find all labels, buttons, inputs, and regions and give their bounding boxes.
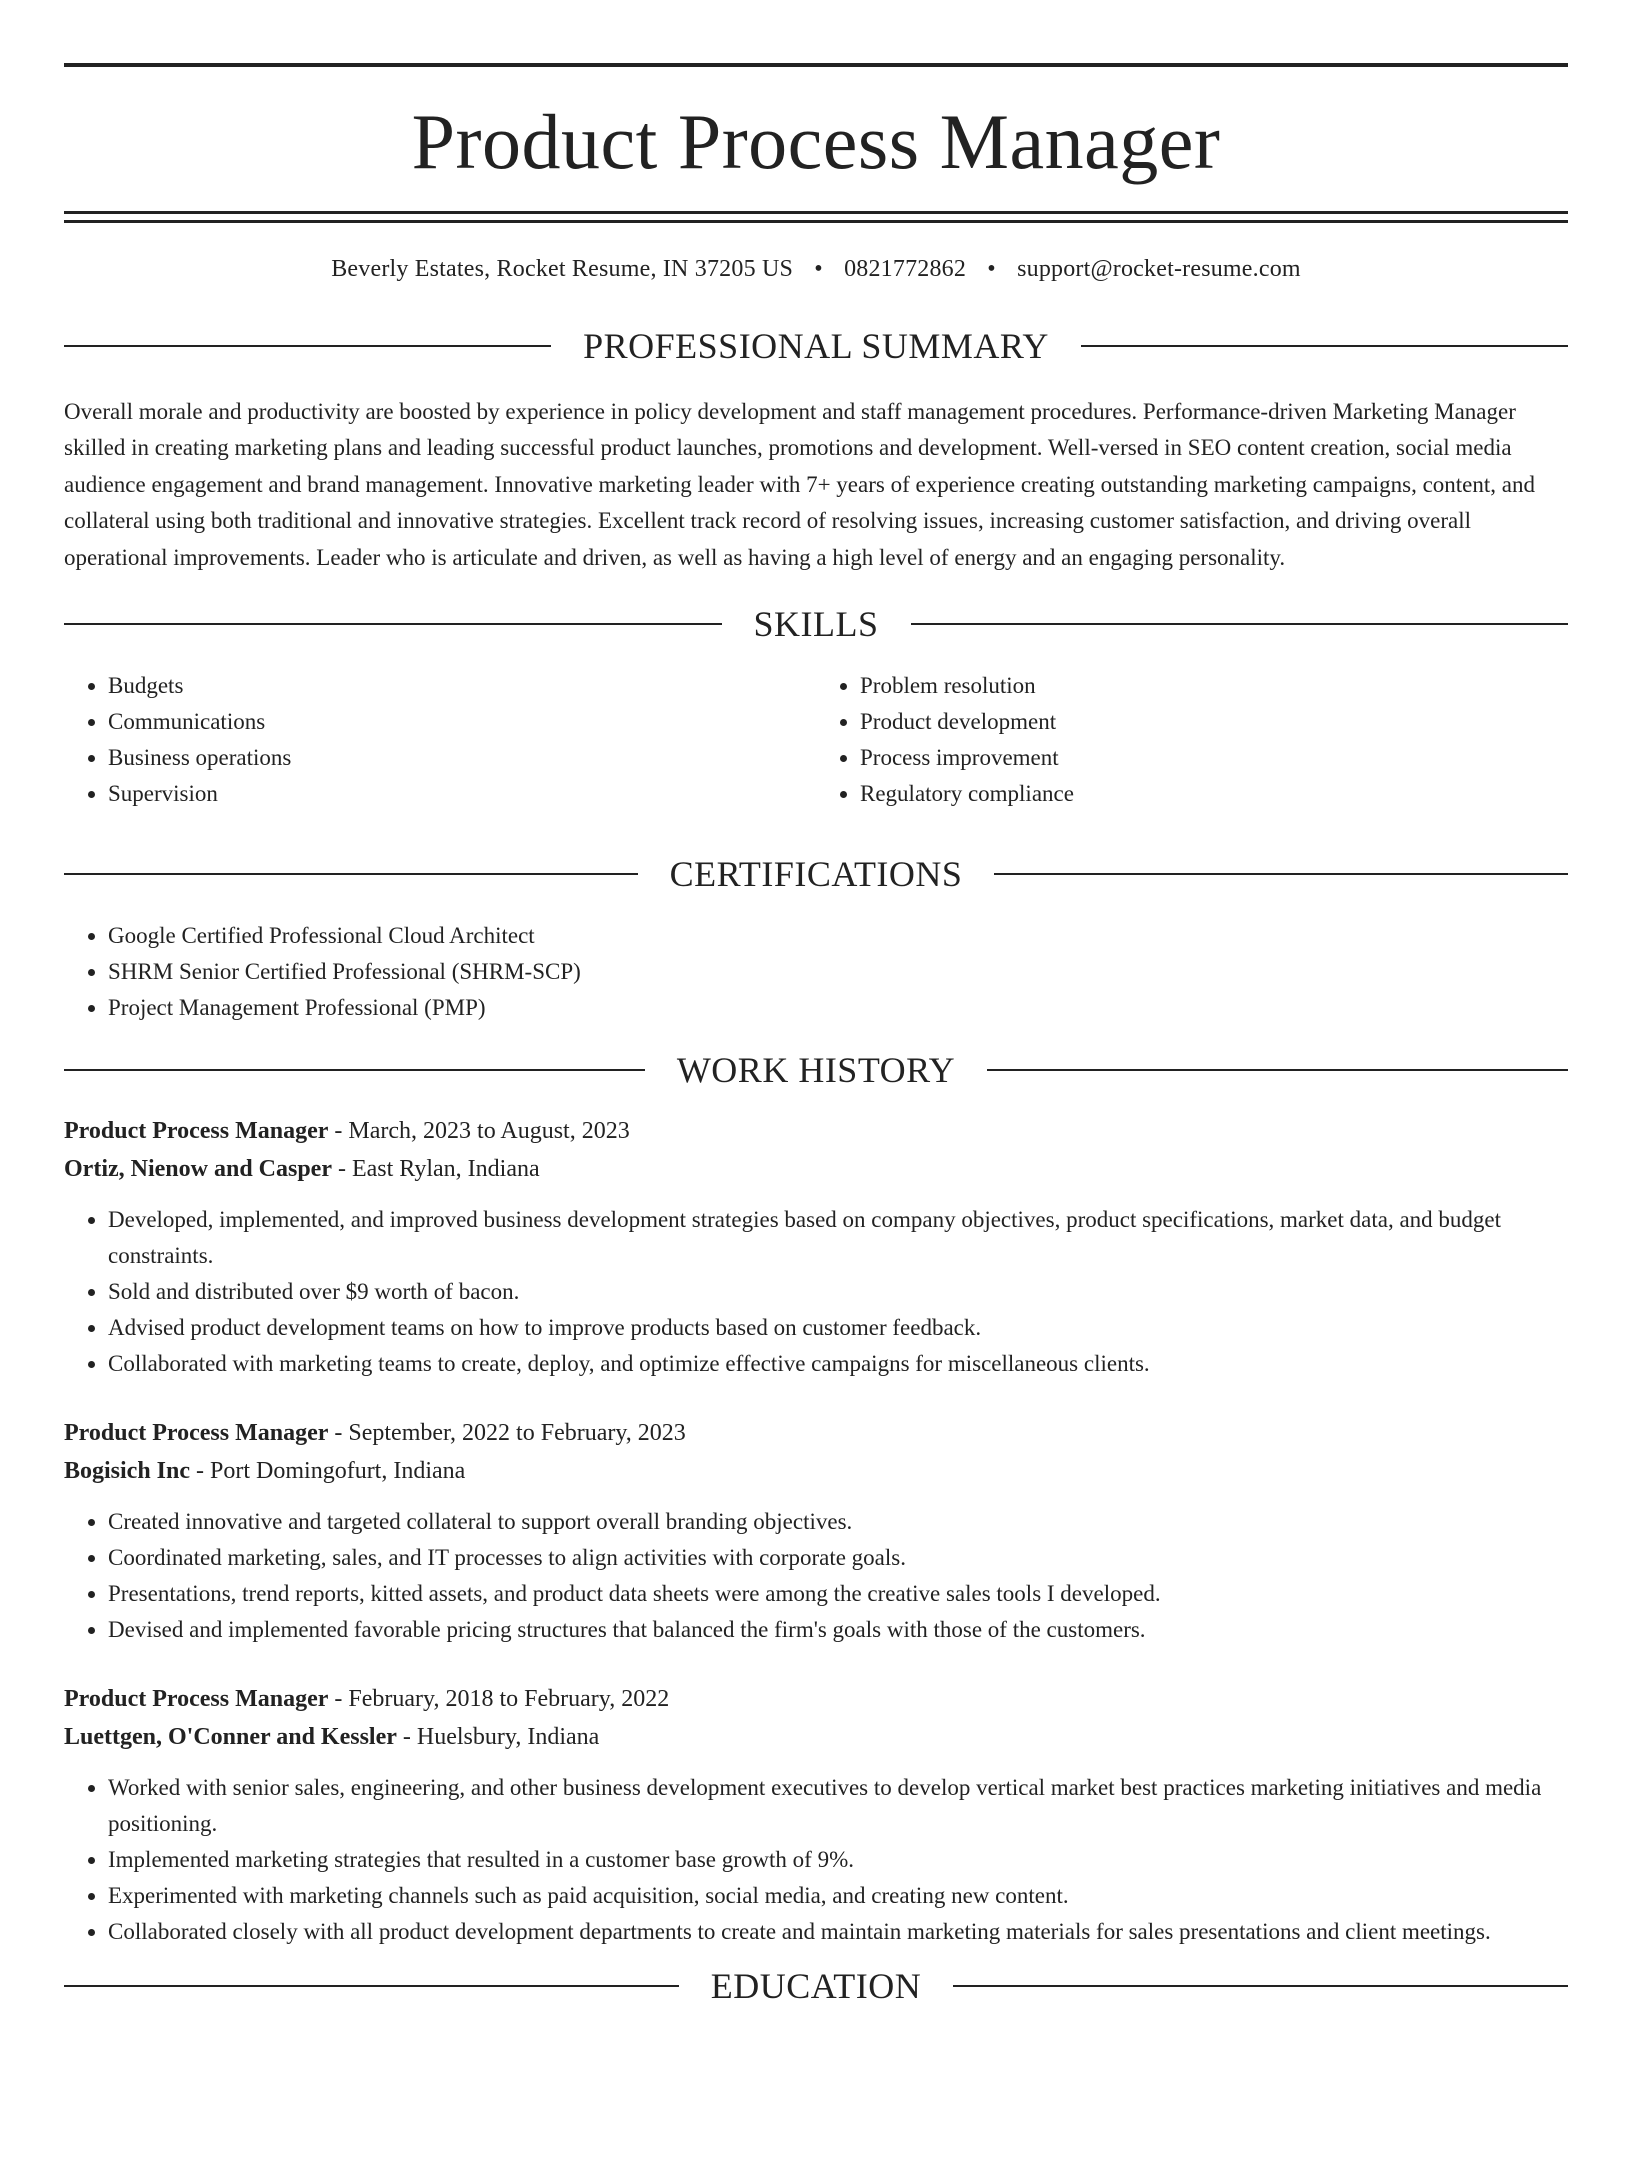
job-bullet: • Experimented with marketing channels such as paid acquisition, social media, and creating new content. [108,1878,1568,1914]
contact-info [64,255,1568,284]
job-bullets [64,1202,1568,1382]
section-title-certifications: CERTIFICATIONS [669,854,963,895]
section-title-skills: SKILLS [753,604,879,645]
job-bullet: • Devised and implemented favorable pricing structures that balanced the firm's goals with those of the customers. [108,1612,1568,1648]
contact-email: support@rocket-resume.com [1017,256,1301,282]
job-entry [64,1414,1568,1648]
job-bullet: • Sold and distributed over $9 worth of bacon. [108,1274,1568,1310]
job-title: Product Process Manager [64,1686,329,1713]
job-title: Product Process Manager [64,1118,329,1145]
job-bullet: • Presentations, trend reports, kitted assets, and product data sheets were among the creative sales tools I developed. [108,1576,1568,1612]
contact-address: Beverly Estates, Rocket Resume, IN 37205 US [331,256,794,282]
contact-phone: 0821772862 [844,256,967,282]
education-section-header [64,1966,1568,2007]
job-company: Bogisich Inc [64,1458,191,1485]
job-bullet: • Implemented marketing strategies that resulted in a customer base growth of 9%. [108,1842,1568,1878]
section-title-summary: PROFESSIONAL SUMMARY [583,325,1049,366]
job-bullet: • Collaborated closely with all product development departments to create and maintain marketing materials for sales presentations and client meetings. [108,1914,1568,1950]
summary-text: Overall morale and productivity are boosted by experience in policy development and staff management procedures. Performance-driven Marketing Manager skilled in creating marketing plans and leading successful product launches, promotions and development. Well-versed in SEO content creation, social media audience engagement and brand management. Innovative marketing leader with 7+ years of experience creating outstanding marketing campaigns, content, and collateral using both traditional and innovative strategies. Excellent track record of resolving issues, increasing customer satisfaction, and driving overall operational improvements. Leader who is articulate and driven, as well as having a high level of energy and an engaging personality. [64,398,1535,570]
double-rule [64,211,1568,223]
job-title-line [64,1112,1568,1150]
job-dates: - March, 2023 to August, 2023 [328,1118,630,1145]
job-dates: - September, 2022 to February, 2023 [328,1420,686,1447]
job-company-line [64,1452,1568,1490]
job-company: Luettgen, O'Conner and Kessler [64,1724,397,1751]
work-section-header [64,1050,1568,1091]
contact-separator: • [814,256,823,282]
divider-line [64,873,638,875]
job-bullet: • Developed, implemented, and improved business development strategies based on company objectives, product specifications, market data, and budget constraints. [108,1202,1568,1274]
divider-line [953,1985,1568,1987]
skill-item: • Budgets [108,668,816,704]
skill-item: • Supervision [108,776,816,812]
certifications-list [64,918,1568,1026]
job-location: - Port Domingofurt, Indiana [190,1458,466,1485]
divider-line [64,623,722,625]
job-entry [64,1112,1568,1382]
divider-line [64,345,551,347]
skills-section-header [64,604,1568,645]
skill-item: • Business operations [108,740,816,776]
divider-line [911,623,1569,625]
job-bullet: • Created innovative and targeted collateral to support overall branding objectives. [108,1504,1568,1540]
job-bullet: • Worked with senior sales, engineering, and other business development executives to develop vertical market best practices marketing initiatives and media positioning. [108,1770,1568,1842]
skills-list [64,668,1568,812]
certification-item: • SHRM Senior Certified Professional (SHRM-SCP) [108,954,1568,990]
job-company-line [64,1718,1568,1756]
divider-line [1081,345,1568,347]
job-bullet: • Advised product development teams on how to improve products based on customer feedback. [108,1310,1568,1346]
summary-section-header [64,325,1568,366]
job-company-line [64,1150,1568,1188]
skill-item: • Product development [860,704,1568,740]
job-title: Product Process Manager [64,1420,329,1447]
resume-name: Product Process Manager [411,98,1221,185]
job-location: - East Rylan, Indiana [331,1156,540,1183]
top-rule [64,63,1568,67]
divider-line [987,1069,1568,1071]
certifications-section-header [64,854,1568,895]
divider-line [64,1069,645,1071]
job-bullet: • Collaborated with marketing teams to create, deploy, and optimize effective campaigns for miscellaneous clients. [108,1346,1568,1382]
divider-line [64,1985,679,1987]
job-title-line [64,1680,1568,1718]
certification-item: • Google Certified Professional Cloud Architect [108,918,1568,954]
certification-item: • Project Management Professional (PMP) [108,990,1568,1026]
skills-column-left [64,668,816,812]
section-title-work: WORK HISTORY [676,1050,956,1091]
section-title-education: EDUCATION [710,1966,922,2007]
skill-item: • Problem resolution [860,668,1568,704]
divider-line [994,873,1568,875]
job-entry [64,1680,1568,1950]
skill-item: • Regulatory compliance [860,776,1568,812]
contact-separator: • [987,256,996,282]
job-company: Ortiz, Nienow and Casper [64,1156,332,1183]
job-bullets [64,1504,1568,1648]
skill-item: • Process improvement [860,740,1568,776]
resume-page [0,63,1632,2175]
job-bullets [64,1770,1568,1950]
skill-item: • Communications [108,704,816,740]
job-location: - Huelsbury, Indiana [396,1724,600,1751]
job-bullet: • Coordinated marketing, sales, and IT processes to align activities with corporate goals. [108,1540,1568,1576]
job-dates: - February, 2018 to February, 2022 [328,1686,670,1713]
job-title-line [64,1414,1568,1452]
skills-column-right [816,668,1568,812]
